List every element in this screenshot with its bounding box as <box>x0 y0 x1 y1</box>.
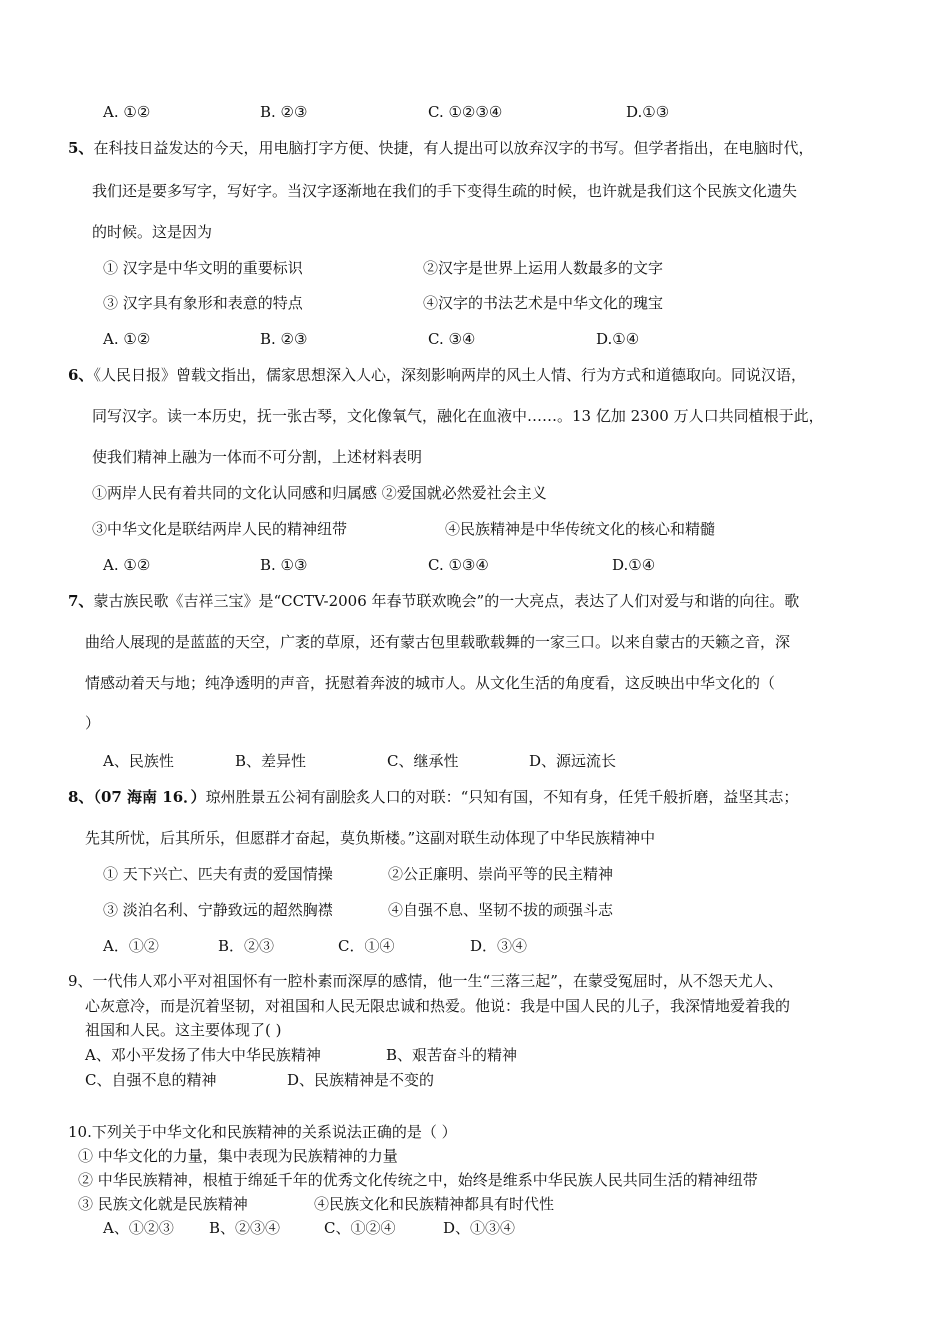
q10-stem-line: 10.下列关于中华文化和民族精神的关系说法正确的是（ ） <box>68 1123 457 1141</box>
q6-stem-line <box>68 364 806 386</box>
q8-stem-line <box>68 786 798 808</box>
q4-option-c: C. ①②③④ <box>428 103 503 121</box>
q7-stem-text: 蒙古族民歌《吉祥三宝》是“CCTV-2006 年春节联欢晚会”的一大亮点，表达了人们对爱与和谐的向往。歌 <box>93 592 800 610</box>
q9-stem-line: 心灰意冷，而是沉着坚韧，对祖国和人民无限忠诚和热爱。他说：我是中国人民的儿子，我深情地爱着我的 <box>85 997 791 1015</box>
q4-option-b: B. ②③ <box>260 103 308 121</box>
q7-option-d: D、源远流长 <box>529 752 617 770</box>
q8-item-3: ③ 淡泊名利、宁静致远的超然胸襟 <box>103 901 333 919</box>
q5-item-4: ④汉字的书法艺术是中华文化的瑰宝 <box>423 294 664 312</box>
q4-option-a: A. ①② <box>103 103 151 121</box>
q6-item-2: ③中华文化是联结两岸人民的精神纽带 <box>92 520 348 538</box>
q4-option-d: D.①③ <box>626 103 670 121</box>
q6-option-a: A. ①② <box>103 556 151 574</box>
q5-number: 5、 <box>68 139 94 157</box>
q5-item-3: ③ 汉字具有象形和表意的特点 <box>103 294 303 312</box>
q6-stem-line: 同写汉字。读一本历史，抚一张古琴，文化像氧气，融化在血液中……。13 亿加 2300 万人口共同植根于此， <box>92 407 824 425</box>
q10-item-3: ③ 民族文化就是民族精神 <box>78 1195 248 1213</box>
q10-option-a: A、①②③ <box>103 1219 174 1237</box>
q5-item-2: ②汉字是世界上运用人数最多的文字 <box>423 259 664 277</box>
q5-stem-line: 我们还是要多写字，写好字。当汉字逐渐地在我们的手下变得生疏的时候，也许就是我们这个民族文化遗失 <box>92 182 798 200</box>
q9-option-a: A、邓小平发扬了伟大中华民族精神 <box>85 1046 321 1064</box>
q7-stem-line: ） <box>85 714 101 732</box>
q6-option-c: C. ①③④ <box>428 556 489 574</box>
q5-option-c: C. ③④ <box>428 330 476 348</box>
q8-number: 8、 <box>68 788 94 806</box>
q6-option-d: D.①④ <box>612 556 656 574</box>
q5-stem-line: 的时候。这是因为 <box>92 223 213 241</box>
q9-option-d: D、民族精神是不变的 <box>287 1071 435 1089</box>
q9-stem-line: 祖国和人民。这主要体现了( ) <box>85 1021 282 1039</box>
q7-option-c: C、继承性 <box>387 752 459 770</box>
q7-option-a: A、民族性 <box>103 752 174 770</box>
q7-stem-line <box>68 590 799 612</box>
q5-option-a: A. ①② <box>103 330 151 348</box>
q9-option-c: C、自强不息的精神 <box>85 1071 217 1089</box>
q10-item-4: ④民族文化和民族精神都具有时代性 <box>314 1195 555 1213</box>
q9-stem-line: 9、一代伟人邓小平对祖国怀有一腔朴素而深厚的感情，他一生“三落三起”，在蒙受冤屈时，从不怨天尤人、 <box>68 972 783 990</box>
q8-stem-text: 琼州胜景五公祠有副脍炙人口的对联：“只知有国，不知有身，任凭千般折磨，益坚其志； <box>205 788 799 806</box>
q10-option-c: C、①②④ <box>324 1219 396 1237</box>
q9-option-b: B、艰苦奋斗的精神 <box>386 1046 518 1064</box>
q7-stem-line: 情感动着天与地；纯净透明的声音，抚慰着奔波的城市人。从文化生活的角度看，这反映出中华文化的（ <box>85 674 776 692</box>
q8-item-1: ① 天下兴亡、匹夫有责的爱国情操 <box>103 865 333 883</box>
q8-item-2: ②公正廉明、崇尚平等的民主精神 <box>388 865 614 883</box>
q5-stem-line <box>68 137 813 159</box>
q8-option-a: A．①② <box>103 937 159 955</box>
q8-option-d: D．③④ <box>470 937 528 955</box>
q6-item-3: ④民族精神是中华传统文化的核心和精髓 <box>445 520 716 538</box>
q5-item-1: ① 汉字是中华文明的重要标识 <box>103 259 303 277</box>
q8-option-c: C．①④ <box>338 937 395 955</box>
q10-option-d: D、①③④ <box>443 1219 516 1237</box>
q7-number: 7、 <box>68 592 94 610</box>
q7-stem-line: 曲给人展现的是蓝蓝的天空，广袤的草原，还有蒙古包里载歌载舞的一家三口。以来自蒙古的天籁之音，深 <box>85 633 791 651</box>
q5-option-d: D.①④ <box>596 330 640 348</box>
q10-item-1: ① 中华文化的力量，集中表现为民族精神的力量 <box>78 1147 398 1165</box>
q5-option-b: B. ②③ <box>260 330 308 348</box>
q7-option-b: B、差异性 <box>235 752 307 770</box>
q8-source: （07 海南 16．） <box>93 788 206 806</box>
q8-item-4: ④自强不息、坚韧不拔的顽强斗志 <box>388 901 614 919</box>
q8-option-b: B．②③ <box>218 937 275 955</box>
q8-stem-line: 先其所忧，后其所乐，但愿群才奋起，莫负斯楼。”这副对联生动体现了中华民族精神中 <box>85 829 656 847</box>
q6-number: 6、 <box>68 366 94 384</box>
q10-option-b: B、②③④ <box>209 1219 281 1237</box>
q5-stem-text: 在科技日益发达的今天，用电脑打字方便、快捷，有人提出可以放弃汉字的书写。但学者指出，在电脑时代， <box>93 139 814 157</box>
q10-item-2: ② 中华民族精神，根植于绵延千年的优秀文化传统之中，始终是维系中华民族人民共同生活的精神纽带 <box>78 1171 758 1189</box>
q6-option-b: B. ①③ <box>260 556 308 574</box>
q6-stem-text: 《人民日报》曾载文指出，儒家思想深入人心，深刻影响两岸的风土人情、行为方式和道德取向。同说汉语， <box>93 366 806 384</box>
q6-item-1: ①两岸人民有着共同的文化认同感和归属感 ②爱国就必然爱社会主义 <box>92 484 547 502</box>
q6-stem-line: 使我们精神上融为一体而不可分割，上述材料表明 <box>92 448 423 466</box>
